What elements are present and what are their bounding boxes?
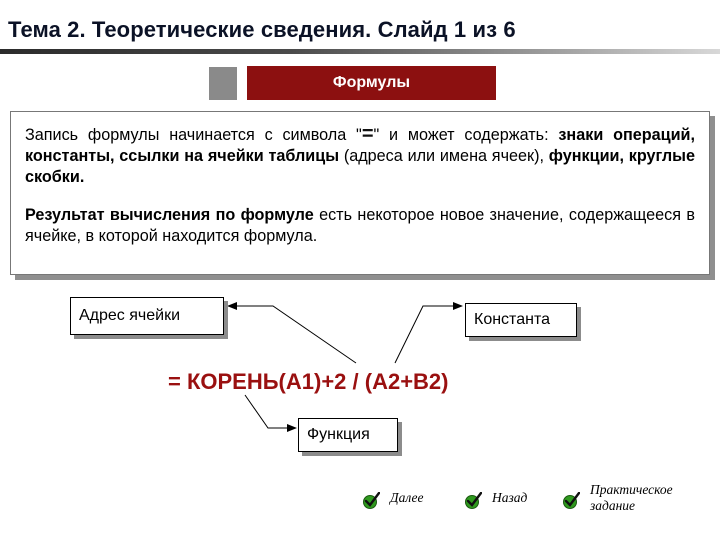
info-text: Запись формулы начинается с символа ": [25, 126, 362, 144]
connector-to-function: [245, 395, 296, 428]
connector-to-address: [228, 306, 356, 363]
info-bold-text: знаки операций, константы, ссылки на ячейки таблицы: [25, 126, 695, 165]
equals-symbol: =: [361, 123, 374, 145]
checkmark-bullet-icon: [562, 492, 580, 510]
formula-example: = КОРЕНЬ(A1)+2 / (A2+B2): [168, 369, 449, 394]
info-text: (адреса или имена ячеек),: [339, 147, 549, 165]
next-link[interactable]: [362, 490, 424, 510]
section-banner: Формулы: [247, 66, 496, 100]
next-label: Далее: [390, 490, 424, 505]
section-marker: [209, 67, 237, 100]
checkmark-bullet-icon: [464, 492, 482, 510]
info-bold-text: Результат вычисления по формуле: [25, 206, 314, 224]
info-paragraph-1: [25, 124, 695, 188]
practice-link[interactable]: [562, 482, 700, 514]
function-callout: Функция: [298, 418, 398, 452]
info-paragraph-2: [25, 205, 695, 247]
practice-label: Практическое задание: [590, 482, 673, 513]
info-text: есть некоторое новое значение, содержащееся в ячейке, в которой находится формула.: [25, 206, 695, 245]
checkmark-bullet-icon: [362, 492, 380, 510]
back-label: Назад: [492, 490, 528, 505]
back-link[interactable]: [464, 490, 527, 510]
slide-header: [0, 0, 720, 50]
title-divider: [0, 49, 720, 54]
slide-title: Тема 2. Теоретические сведения. Слайд 1 из 6: [8, 17, 516, 42]
cell-address-callout: Адрес ячейки: [70, 297, 224, 335]
constant-callout: Константа: [465, 303, 577, 337]
connector-to-constant: [395, 306, 462, 363]
info-text: " и может содержать:: [373, 126, 559, 144]
info-box: [10, 111, 710, 275]
info-bold-text: функции, круглые скобки.: [25, 147, 695, 186]
